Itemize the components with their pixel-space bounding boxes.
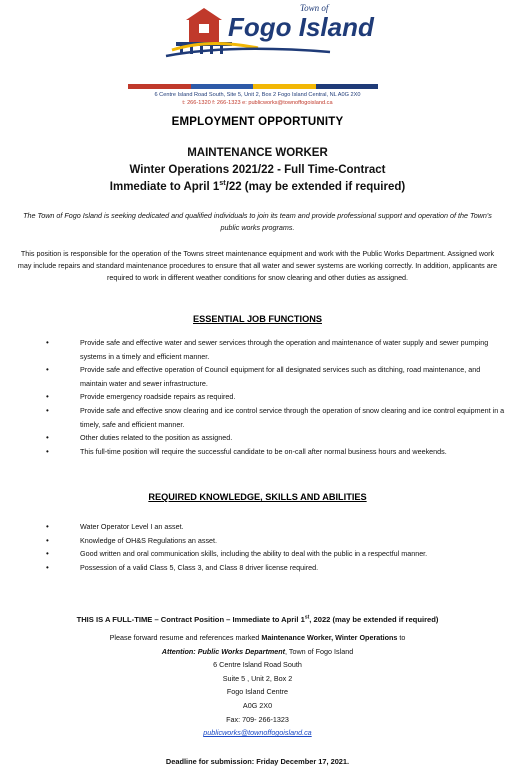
logo-small-text: Town of <box>300 3 329 13</box>
required-skills-heading: REQUIRED KNOWLEDGE, SKILLS AND ABILITIES <box>148 492 367 502</box>
job-title-block <box>0 145 515 196</box>
job-title: MAINTENANCE WORKER <box>187 147 328 159</box>
list-item: • Provide safe and effective snow clearing and ice control service through the operation of snow clearing and ice control equipment in a timely, safe and efficient manner. <box>46 405 505 429</box>
address-line: 6 Centre Island Road South <box>213 660 302 670</box>
forward-instructions: Please forward resume and references marked Maintenance Worker, Winter Operations to <box>109 633 406 642</box>
page-heading: EMPLOYMENT OPPORTUNITY <box>171 116 344 128</box>
list-item: • Water Operator Level I an asset. <box>46 522 184 531</box>
contact-block <box>0 631 515 740</box>
list-item: • Other duties related to the position as assigned. <box>46 433 233 443</box>
intro-paragraph: The Town of Fogo Island is seeking dedicated and qualified individuals to join its team and provide professional support and operation of the Town's public works programs. <box>23 211 492 233</box>
letterhead-contact-line: t: 266-1320 f: 266-1323 e: publicworks@townoffogoisland.ca <box>182 100 333 106</box>
deadline-text: Deadline for submission: Friday December 17, 2021. <box>165 757 350 766</box>
logo-name-text: Fogo Island <box>228 12 374 42</box>
required-skills-list <box>46 520 506 574</box>
list-item: • Provide emergency roadside repairs as required. <box>46 392 236 402</box>
list-item: • Provide safe and effective operation of Council equipment for all designated services such as ditching, road maintenance, and maintain water and sewer infrastructure. <box>46 365 481 388</box>
town-logo <box>0 0 515 66</box>
job-subtitle: Winter Operations 2021/22 - Full Time-Contract <box>129 164 386 176</box>
position-type-statement: THIS IS A FULL-TIME – Contract Position – Immediate to April 1st, 2022 (may be extended if required) <box>76 614 439 624</box>
letterhead-stripes <box>128 84 378 89</box>
list-item: • Good written and oral communication skills, including the ability to deal with the public in a respectful manner. <box>46 549 428 559</box>
email-link[interactable]: publicworks@townoffogoisland.ca <box>203 728 312 738</box>
list-item: • Possession of a valid Class 5, Class 3, and Class 8 driver license required. <box>46 562 319 572</box>
essential-functions-list <box>46 336 506 458</box>
attention-line: Attention: Public Works Department, Town of Fogo Island <box>161 646 354 656</box>
list-item: • Knowledge of OH&S Regulations an asset. <box>46 535 218 545</box>
list-item: • This full-time position will require the successful candidate to be on-call after normal business hours and weekends. <box>46 446 447 456</box>
address-line: Suite 5 , Unit 2, Box 2 <box>222 673 293 683</box>
essential-functions-heading: ESSENTIAL JOB FUNCTIONS <box>193 314 322 324</box>
fax-line: Fax: 709- 266-1323 <box>226 714 289 724</box>
letterhead-address: 6 Centre Island Road South, Site 5, Unit 2, Box 2 Fogo Island Central, NL A0G 2X0 <box>154 92 361 98</box>
list-item: • Provide safe and effective water and sewer services through the operation and maintenance of water supply and sewer pumping systems in a timely and efficient manner. <box>46 338 489 361</box>
address-line: Fogo Island Centre <box>226 687 289 697</box>
job-period: Immediate to April 1st/22 (may be extended if required) <box>109 179 406 193</box>
description-paragraph: This position is responsible for the operation of the Towns street maintenance equipment and work with the Public Works Department. Assigned work may include repairs and standard maintenance procedures to ensure that all water and sewer systems are working correctly. In addition, applicants are required to work in different weather conditions for snow clearing and other duties as assigned. <box>17 249 498 283</box>
address-line: A0G 2X0 <box>242 700 273 710</box>
